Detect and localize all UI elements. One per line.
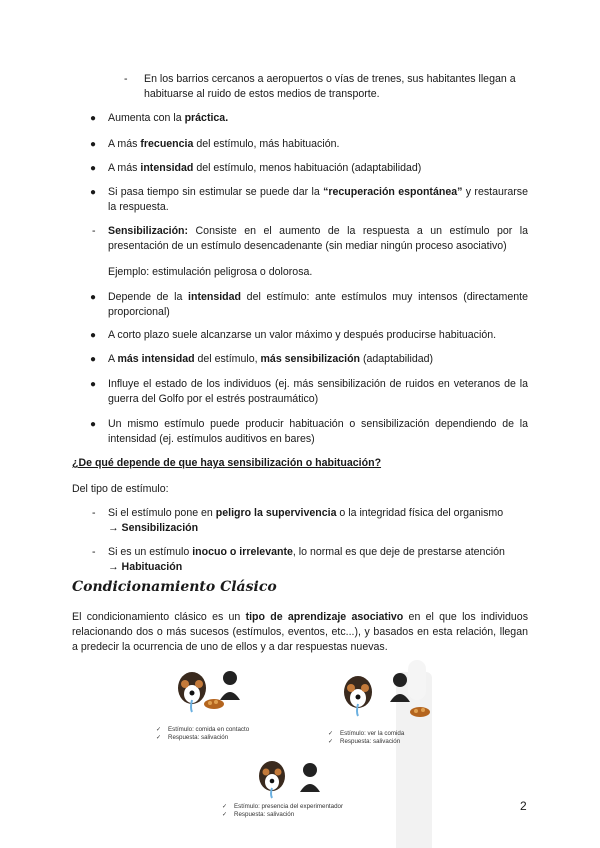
bullet-text	[90, 352, 528, 367]
answer-text	[90, 506, 528, 536]
text-segment: en el que los individuos relacionando dos o más sucesos (estímulos, eventos, etc...), y basados en esta relación, llegan a predecir la ocurrencia de uno de ellos y a dar respuestas nuevas.	[72, 611, 528, 653]
sensitization-label: Sensibilización:	[108, 225, 189, 237]
bold-segment: más sensibilización	[260, 353, 361, 365]
bullet-marker: ●	[90, 354, 97, 365]
bold-segment: tipo de aprendizaje asociativo	[245, 611, 404, 623]
text-segment: y restaurarse la respuesta.	[108, 186, 528, 213]
dash-marker: -	[124, 73, 128, 85]
food-icon	[204, 699, 224, 709]
bold-segment: intensidad	[188, 291, 242, 303]
bullet-item-depends	[90, 290, 528, 320]
text-segment: del estímulo, menos habituación (adaptabilidad)	[193, 162, 422, 174]
bullet-marker: ●	[90, 163, 97, 174]
dog-icon	[344, 676, 372, 716]
text-segment: del estímulo: ante estímulos muy intensos (directamente proporcional)	[108, 291, 528, 318]
bold-segment: intensidad	[140, 162, 194, 174]
dog-icon	[259, 761, 285, 798]
bold-segment: práctica.	[184, 112, 229, 124]
caption-line: Estímulo: ver la comida	[340, 730, 405, 737]
section-title: Condicionamiento Clásico	[72, 579, 277, 595]
text-segment: , lo normal es que deje de prestarse atención	[292, 546, 505, 558]
answer-intro: Del tipo de estímulo:	[72, 483, 169, 495]
bullet-marker: ●	[90, 379, 97, 390]
text-segment: o la integridad física del organismo	[336, 507, 504, 519]
arrow-glyph: →	[108, 522, 122, 534]
caption-line: Respuesta: salivación	[168, 734, 229, 741]
pavlov-figure-3	[254, 756, 334, 800]
bullet-item-more-intensity	[90, 352, 528, 367]
bullet-item-practice	[90, 111, 528, 126]
caption-1	[156, 726, 249, 742]
caption-line: Respuesta: salivación	[234, 811, 295, 818]
dash-item-sensitization	[90, 224, 528, 254]
bold-segment: peligro la supervivencia	[215, 507, 337, 519]
bullet-item-intensity	[90, 161, 528, 176]
text-segment: del estímulo,	[194, 353, 261, 365]
check-icon: ✓	[222, 803, 228, 810]
sensitization-example: Ejemplo: estimulación peligrosa o dolorosa.	[108, 266, 313, 278]
arrow-glyph: →	[108, 561, 122, 573]
experimenter-icon	[390, 673, 410, 702]
bullet-text	[90, 185, 528, 215]
text-segment: Aumenta con la	[108, 112, 185, 124]
check-icon: ✓	[222, 811, 228, 818]
bullet-marker: ●	[90, 139, 97, 150]
bullet-text: Influye el estado de los individuos (ej. más sensibilización de ruidos en veteranos de la guerra del Golfo por el estrés postraumático)	[108, 378, 528, 405]
check-icon: ✓	[328, 730, 334, 737]
text-segment: A más	[108, 162, 141, 174]
experimenter-icon	[220, 671, 240, 700]
bold-segment: inocuo o irrelevante	[192, 546, 293, 558]
answer-text	[90, 545, 528, 575]
result-bold: Sensibilización	[121, 522, 199, 534]
dash-marker: -	[92, 225, 96, 237]
text-segment: Si es un estímulo	[108, 546, 193, 558]
check-icon: ✓	[156, 726, 162, 733]
text-segment: Consiste en el aumento de la respuesta a un estímulo por la presentación de un estímulo desencadenante (sin mediar ningún proceso asociativo)	[108, 225, 528, 252]
dash-intro-text: En los barrios cercanos a aeropuertos o vías de trenes, sus habitantes llegan a habituarse al ruido de estos medios de transporte.	[144, 73, 516, 100]
text-segment: Si el estímulo pone en	[108, 507, 216, 519]
text-segment: Depende de la	[108, 291, 189, 303]
caption-line: Estímulo: comida en contacto	[168, 726, 250, 733]
caption-line: Estímulo: presencia del experimentador	[234, 803, 344, 810]
question-heading: ¿De qué depende de que haya sensibilización o habituación?	[72, 457, 382, 469]
bullet-marker: ●	[90, 330, 97, 341]
dash-item-intro	[124, 72, 528, 102]
answer-item-danger	[90, 506, 528, 536]
text-segment: A	[108, 353, 118, 365]
bullet-text: A corto plazo suele alcanzarse un valor máximo y después producirse habituación.	[108, 329, 497, 341]
dash-marker: -	[92, 507, 96, 519]
bold-segment: más intensidad	[117, 353, 195, 365]
bullet-text	[90, 161, 528, 176]
check-icon: ✓	[156, 734, 162, 741]
bullet-marker: ●	[90, 113, 97, 124]
check-icon: ✓	[328, 738, 334, 745]
experimenter-icon	[300, 763, 320, 792]
bullet-item-recovery	[90, 185, 528, 215]
text-segment: Si pasa tiempo sin estimular se puede dar la	[108, 186, 324, 198]
text-segment: (adaptabilidad)	[360, 353, 434, 365]
dog-icon	[178, 672, 206, 712]
caption-2	[328, 730, 404, 746]
answer-item-harmless	[90, 545, 528, 575]
food-icon	[410, 707, 430, 717]
pavlov-figure-1	[172, 664, 262, 724]
bullet-text	[90, 111, 528, 126]
bullet-text	[90, 137, 528, 152]
bullet-marker: ●	[90, 187, 97, 198]
pavlov-figure-2	[338, 668, 438, 728]
dash-marker: -	[92, 546, 96, 558]
text-segment: A más	[108, 138, 141, 150]
text-segment: El condicionamiento clásico es un	[72, 611, 246, 623]
sensitization-text	[90, 224, 528, 254]
bold-segment: frecuencia	[140, 138, 194, 150]
classical-text	[72, 610, 528, 655]
bold-segment: “recuperación espontánea”	[323, 186, 463, 198]
bullet-text	[90, 290, 528, 320]
bullet-item-state	[90, 377, 528, 407]
bullet-item-frequency	[90, 137, 528, 152]
bullet-marker: ●	[90, 419, 97, 430]
caption-3	[222, 803, 343, 819]
caption-line: Respuesta: salivación	[340, 738, 401, 745]
text-segment: del estímulo, más habituación.	[193, 138, 340, 150]
page-number: 2	[520, 799, 527, 813]
result-bold: Habituación	[121, 561, 183, 573]
bullet-text: Un mismo estímulo puede producir habituación o sensibilización dependiendo de la intensidad (ej. estímulos auditivos en bares)	[108, 418, 528, 445]
bullet-item-same-stimulus	[90, 417, 528, 447]
bullet-item-short-term	[90, 328, 528, 343]
bullet-marker: ●	[90, 292, 97, 303]
